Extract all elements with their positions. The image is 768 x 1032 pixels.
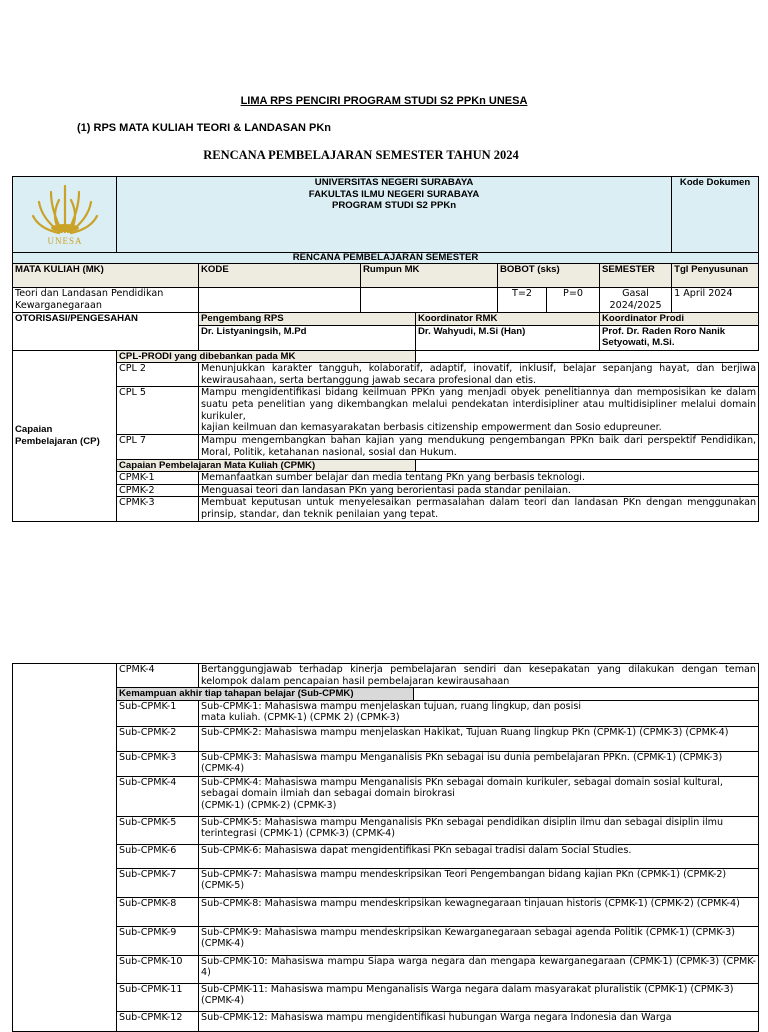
semester-header: SEMESTER	[600, 264, 672, 288]
sub-cpmk-text: Sub-CPMK-12: Mahasiswa mampu mengidentifikasi hubungan Warga negara Indonesia dan Warga	[199, 1011, 759, 1031]
cpmk-text: Bertanggungjawab terhadap kinerja pembelajaran sendiri dan kesepakatan yang dilakukan dengan teman kelompok dalam pencapaian hasil pembelajaran kewirausahaan	[199, 664, 759, 688]
sub-cpmk-code: Sub-CPMK-7	[117, 868, 199, 897]
kode-header: KODE	[199, 264, 361, 288]
rumpun-header: Rumpun MK	[361, 264, 498, 288]
logo-text: UNESA	[46, 235, 83, 246]
sub-cpmk-text: Sub-CPMK-10: Mahasiswa mampu Siapa warga negara dan mengapa kewarganegaraan (CPMK-1) (CPMK-3) (CPMK-4)	[199, 955, 759, 983]
sub-cpmk-text-line1: Sub-CPMK-1: Mahasiswa mampu menjelaskan tujuan, ruang lingkup, dan posisi	[201, 700, 581, 712]
logo-cell	[13, 177, 117, 253]
rps-table-page1	[12, 176, 759, 522]
institution-program: PROGRAM STUDI S2 PPKn	[331, 200, 457, 212]
unesa-logo-icon	[29, 178, 101, 248]
sub-cpmk-text: Sub-CPMK-3: Mahasiswa mampu Menganalisis PKn sebagai isu dunia pembelajaran PPKn. (CPMK-1) (CPMK-3) (CPMK-4)	[199, 751, 759, 776]
pengembang-label: Pengembang RPS	[199, 313, 416, 326]
cpl-code: CPL 2	[117, 363, 199, 387]
tgl-value: 1 April 2024	[672, 288, 759, 313]
kode-value	[199, 288, 361, 313]
institution-university: UNIVERSITAS NEGERI SURABAYA	[314, 177, 474, 188]
cpl-text: Menunjukkan karakter tangguh, kolaboratif, adaptif, inovatif, inklusif, belajar sepanjang hayat, dan berjiwa kewirausahaan, serta bertanggung jawab secara profesional dan etis.	[199, 363, 759, 387]
rmk-label: Koordinator RMK	[416, 313, 600, 326]
sub-cpmk-code: Sub-CPMK-11	[117, 983, 199, 1011]
sub-cpmk-text-line2: (CPMK-1) (CPMK-2) (CPMK-3)	[201, 799, 337, 811]
sub-cpmk-code: Sub-CPMK-10	[117, 955, 199, 983]
prodi-name: Prof. Dr. Raden Roro Nanik Setyowati, M.Si.	[600, 325, 759, 350]
cp-continuation-cell	[13, 664, 117, 1032]
cpl-header: CPL-PRODI yang dibebankan pada MK	[117, 350, 416, 363]
sub-cpmk-text: Sub-CPMK-2: Mahasiswa mampu menjelaskan Hakikat, Tujuan Ruang lingkup PKn (CPMK-1) (CPMK-3) (CPMK-4)	[199, 726, 759, 751]
sub-cpmk-code: Sub-CPMK-3	[117, 751, 199, 776]
sub-cpmk-code: Sub-CPMK-12	[117, 1011, 199, 1031]
cpmk-text: Memanfaatkan sumber belajar dan media tentang PKn yang berbasis teknologi.	[199, 472, 759, 485]
institution-header	[117, 177, 672, 253]
rps-table-page2	[12, 663, 759, 1032]
cpmk-code: CPMK-1	[117, 472, 199, 485]
sub-cpmk-text: Sub-CPMK-11: Mahasiswa mampu Menganalisis Warga negara dalam masyarakat pluralistik (CPMK-1) (CPMK-3) (CPMK-4)	[199, 983, 759, 1011]
institution-faculty: FAKULTAS ILMU NEGERI SURABAYA	[308, 188, 480, 200]
cp-label	[13, 350, 117, 521]
bobot-t: T=2	[498, 288, 547, 313]
sub-cpmk-header-filler	[414, 688, 759, 701]
prodi-label: Koordinator Prodi	[600, 313, 759, 326]
document-heading: RENCANA PEMBELAJARAN SEMESTER TAHUN 2024	[203, 148, 519, 162]
semester-value: Gasal 2024/2025	[600, 288, 672, 313]
sub-cpmk-text-line2: mata kuliah. (CPMK-1) (CPMK 2) (CPMK-3)	[201, 712, 400, 724]
cpmk-code: CPMK-2	[117, 484, 199, 497]
rumpun-value	[361, 288, 498, 313]
cpl-text: Mampu mengembangkan bahan kajian yang mendukung pengembangan PPKn baik dari perspektif Pendidikan, Moral, Politik, ketahanan nasional, sosial dan Hukum.	[199, 435, 759, 459]
cpmk-header-filler	[416, 459, 759, 472]
sub-cpmk-header: Kemampuan akhir tiap tahapan belajar (Sub-CPMK)	[117, 688, 414, 701]
cpl-code: CPL 5	[117, 387, 199, 435]
sub-cpmk-code: Sub-CPMK-4	[117, 776, 199, 816]
bobot-header: BOBOT (sks)	[498, 264, 600, 288]
rps-title: RENCANA PEMBELAJARAN SEMESTER	[13, 253, 759, 264]
sub-cpmk-text-line1: Sub-CPMK-4: Mahasiswa mampu Menganalisis PKn sebagai domain kurikuler, sebagai domain sosial kultural, sebagai domain ilmiah dan sebagai domain birokrasi	[201, 776, 723, 800]
cpmk-text: Menguasai teori dan landasan PKn yang berorientasi pada standar penilaian.	[199, 484, 759, 497]
sub-cpmk-text	[199, 776, 759, 816]
pengembang-name: Dr. Listyaningsih, M.Pd	[199, 325, 416, 350]
cpl-text-line1: Mampu mengidentifikasi bidang keilmuan PPKn yang menjadi obyek penelitiannya dan memposisikan ke dalam suatu peta penelitian yang dikembangkan melalui pendekatan interdisipliner atau multidisipliner melalui domain kurikuler,	[201, 387, 757, 422]
sub-cpmk-text: Sub-CPMK-9: Mahasiswa mampu mendeskripsikan Kewarganegaraan sebagai agenda Politik (CPMK-1) (CPMK-3) (CPMK-4)	[199, 926, 759, 955]
sub-cpmk-text: Sub-CPMK-8: Mahasiswa mampu mendeskripsikan kewagnegaraan tinjauan historis (CPMK-1) (CPMK-2) (CPMK-4)	[199, 897, 759, 926]
sub-cpmk-code: Sub-CPMK-9	[117, 926, 199, 955]
tgl-header: Tgl Penyusunan	[672, 264, 759, 288]
cpmk-text: Membuat keputusan untuk menyelesaikan permasalahan dalam teori dan landasan PKn dengan menggunakan prinsip, standar, dan teknik penilaian yang tepat.	[199, 497, 759, 521]
cpmk-code: CPMK-3	[117, 497, 199, 521]
mk-name: Teori dan Landasan Pendidikan Kewarganegaraan	[13, 288, 199, 313]
sub-cpmk-text: Sub-CPMK-7: Mahasiswa mampu mendeskripsikan Teori Pengembangan bidang kajian PKn (CPMK-1) (CPMK-2) (CPMK-5)	[199, 868, 759, 897]
otorisasi-label: OTORISASI/PENGESAHAN	[13, 313, 199, 351]
sub-cpmk-code: Sub-CPMK-6	[117, 844, 199, 868]
bobot-p: P=0	[547, 288, 600, 313]
cpl-header-filler	[416, 350, 759, 363]
sub-cpmk-code: Sub-CPMK-1	[117, 700, 199, 726]
sub-cpmk-code: Sub-CPMK-8	[117, 897, 199, 926]
page-title: LIMA RPS PENCIRI PROGRAM STUDI S2 PPKn UNESA	[240, 95, 528, 107]
sub-cpmk-code: Sub-CPMK-5	[117, 816, 199, 844]
rmk-name: Dr. Wahyudi, M.Si (Han)	[416, 325, 600, 350]
cpl-text	[199, 387, 759, 435]
sub-cpmk-text	[199, 700, 759, 726]
cpl-code: CPL 7	[117, 435, 199, 459]
cp-label-text: Capaian Pembelajaran (CP)	[15, 423, 100, 447]
sub-cpmk-code: Sub-CPMK-2	[117, 726, 199, 751]
cpmk-header: Capaian Pembelajaran Mata Kuliah (CPMK)	[117, 459, 416, 472]
cpl-text-line2: kajian keilmuan dan kemasyarakatan berbasis citizenship empowerment dan Sosio edupreuner.	[201, 422, 662, 434]
mk-header: MATA KULIAH (MK)	[13, 264, 199, 288]
sub-cpmk-text: Sub-CPMK-5: Mahasiswa mampu Menganalisis PKn sebagai pendidikan disiplin ilmu dan sebagai disiplin ilmu terintegrasi (CPMK-1) (CPMK-3) (CPMK-4)	[199, 816, 759, 844]
cpmk-code: CPMK-4	[117, 664, 199, 688]
page-subtitle: (1) RPS MATA KULIAH TEORI & LANDASAN PKn	[77, 122, 332, 134]
sub-cpmk-text: Sub-CPMK-6: Mahasiswa dapat mengidentifikasi PKn sebagai tradisi dalam Social Studies.	[199, 844, 759, 868]
kode-dokumen-label: Kode Dokumen	[672, 177, 759, 253]
